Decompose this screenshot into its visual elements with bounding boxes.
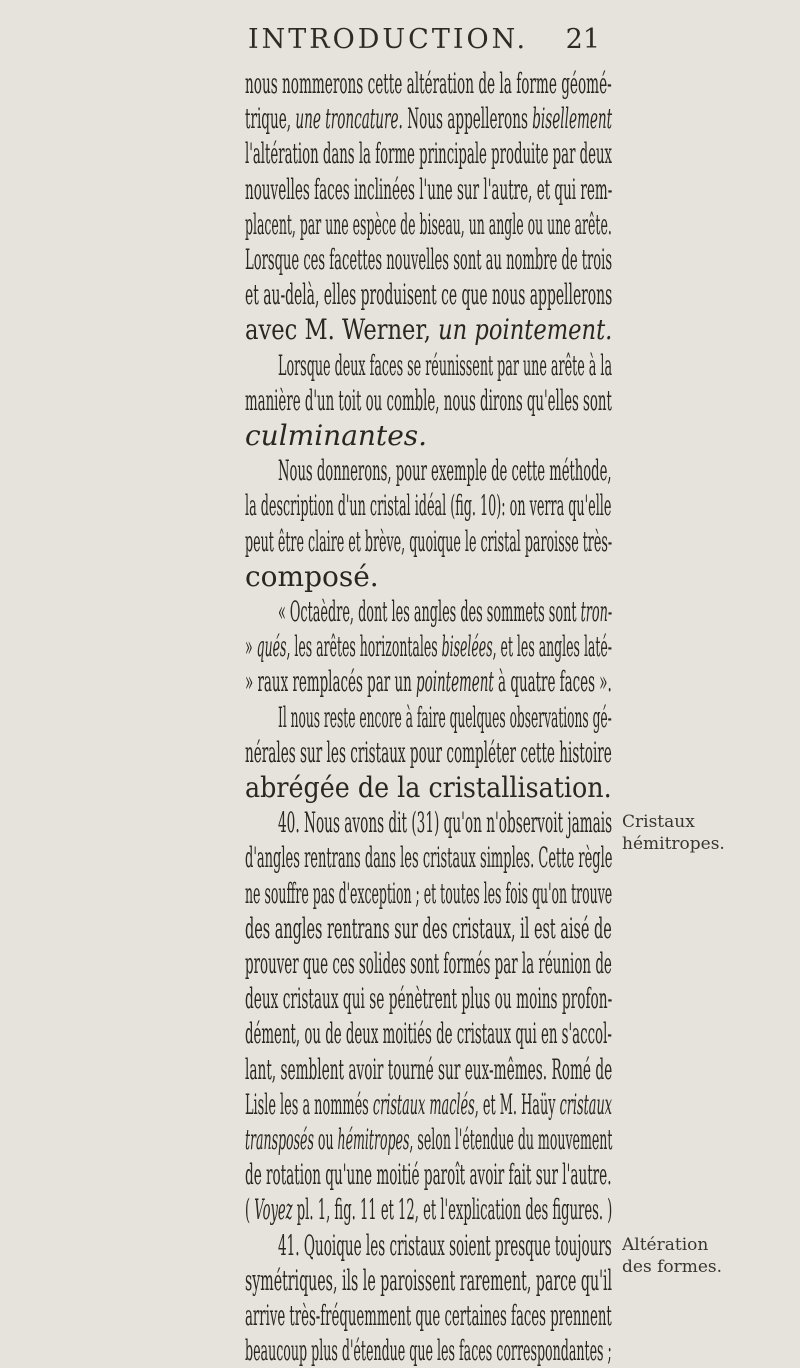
text-line: trique, une troncature. Nous appellerons bisellement <box>245 102 613 135</box>
text-line: nérales sur les cristaux pour compléter cette histoire <box>245 736 612 769</box>
text-line: » raux remplacés par un pointement à quatre faces ». <box>245 665 612 698</box>
text-line: placent, par une espèce de biseau, un angle ou une arête. <box>245 208 612 241</box>
text-line: culminantes. <box>245 419 428 452</box>
running-header <box>248 24 600 55</box>
text-line: Nous donnerons, pour exemple de cette méthode, <box>278 454 612 487</box>
margin-note: Cristaux <box>622 812 695 832</box>
text-line: dément, ou de deux moitiés de cristaux qui en s'accol- <box>245 1017 612 1050</box>
text-line: » qués, les arêtes horizontales biselées, et les angles laté- <box>245 630 613 663</box>
header-title: INTRODUCTION. <box>248 24 529 55</box>
text-line: composé. <box>245 560 379 593</box>
text-line: deux cristaux qui se pénètrent plus ou moins profon- <box>245 982 613 1015</box>
text-line: l'altération dans la forme principale produite par deux <box>245 137 613 170</box>
text-line: ne souffre pas d'exception ; et toutes les fois qu'on trouve <box>245 877 613 910</box>
text-line: lant, semblent avoir tourné sur eux-mêmes. Romé de <box>245 1053 613 1086</box>
page-number: 21 <box>565 24 600 55</box>
text-line: Il nous reste encore à faire quelques observations gé- <box>278 701 612 734</box>
text-line: beaucoup plus d'étendue que les faces correspondantes ; <box>245 1334 612 1367</box>
text-line: manière d'un toit ou comble, nous dirons qu'elles sont <box>245 384 612 417</box>
text-line: « Octaèdre, dont les angles des sommets sont tron- <box>278 595 613 628</box>
text-line: Lisle les a nommés cristaux maclés, et M. Haüy cristaux <box>245 1088 612 1121</box>
text-line: Lorsque ces facettes nouvelles sont au nombre de trois <box>245 243 613 276</box>
text-line: symétriques, ils le paroissent rarement, parce qu'il <box>245 1264 613 1297</box>
text-line: nouvelles faces inclinées l'une sur l'autre, et qui rem- <box>245 173 613 206</box>
text-line: Lorsque deux faces se réunissent par une arête à la <box>278 349 613 382</box>
text-line: 40. Nous avons dit (31) qu'on n'observoit jamais <box>278 806 613 839</box>
text-line: prouver que ces solides sont formés par la réunion de <box>245 947 612 980</box>
text-line: abrégée de la cristallisation. <box>245 771 612 804</box>
text-line: arrive très-fréquemment que certaines faces prennent <box>245 1299 612 1332</box>
margin-note: des formes. <box>622 1257 723 1277</box>
text-line: peut être claire et brève, quoique le cristal paroisse très- <box>245 525 613 558</box>
margin-note: hémitropes. <box>622 834 725 854</box>
text-line: transposés ou hémitropes, selon l'étendue du mouvement <box>245 1123 613 1156</box>
text-line: 41. Quoique les cristaux soient presque toujours <box>278 1229 612 1262</box>
text-line: d'angles rentrans dans les cristaux simples. Cette règle <box>245 841 613 874</box>
margin-note: Altération <box>622 1235 709 1255</box>
text-line: et au-delà, elles produisent ce que nous appellerons <box>245 278 613 311</box>
text-line: la description d'un cristal idéal (fig. 10): on verra qu'elle <box>245 489 612 522</box>
text-line: ( Voyez pl. 1, fig. 11 et 12, et l'explication des figures. ) <box>245 1193 613 1226</box>
text-line: des angles rentrans sur des cristaux, il est aisé de <box>245 912 612 945</box>
text-line: avec M. Werner, un pointement. <box>245 313 613 346</box>
text-line: de rotation qu'une moitié paroît avoir fait sur l'autre. <box>245 1158 612 1191</box>
text-line: nous nommerons cette altération de la forme géomé- <box>245 67 612 100</box>
